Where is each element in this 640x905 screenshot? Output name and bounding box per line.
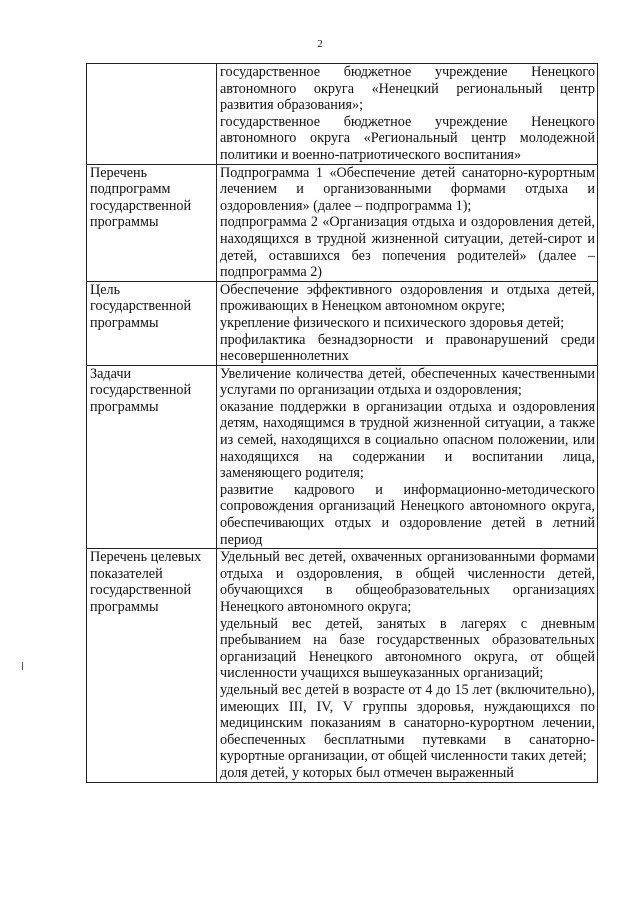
content-paragraph: профилактика безнадзорности и правонарушений среди несовершеннолетних	[220, 331, 595, 365]
scan-artifact	[22, 662, 23, 670]
row-content	[217, 281, 598, 365]
content-paragraph: государственное бюджетное учреждение Ненецкого автономного округа «Региональный центр молодежной политики и военно-патриотического воспитания»	[220, 113, 595, 163]
row-content	[217, 549, 598, 782]
content-paragraph: оказание поддержки в организации отдыха и оздоровления детям, находящимся в трудной жизненной ситуации, а также из семей, находящихся в социально опасном положении, или находящихся на содержании и воспитании лица, заменяющего родителя;	[220, 398, 595, 482]
content-paragraph: развитие кадрового и информационно-методического сопровождения организаций Ненецкого автономного округа, обеспечивающих отдых и оздоровление детей в летний период	[220, 481, 595, 548]
page-number: 2	[317, 38, 323, 50]
content-paragraph: Увеличение количества детей, обеспеченных качественными услугами по организации отдыха и оздоровления;	[220, 365, 595, 399]
row-label: Задачи государственной программы	[87, 365, 217, 549]
row-label: Перечень целевых показателей государственной программы	[87, 549, 217, 782]
content-paragraph: подпрограмма 2 «Организация отдыха и оздоровления детей, находящихся в трудной жизненной ситуации, детей-сирот и детей, оставшихся без попечения родителей» (далее – подпрограмма 2)	[220, 214, 595, 281]
content-paragraph: Подпрограмма 1 «Обеспечение детей санаторно-курортным лечением и организованными формами отдыха и оздоровления» (далее – подпрограмма 1);	[220, 164, 595, 214]
row-label: Перечень подпрограмм государственной программы	[87, 164, 217, 281]
content-paragraph: Удельный вес детей, охваченных организованными формами отдыха и оздоровления, в общей численности детей, обучающихся в общеобразовательных организациях Ненецкого автономного округа;	[220, 549, 595, 615]
content-paragraph: Обеспечение эффективного оздоровления и отдыха детей, проживающих в Ненецком автономном округе;	[220, 281, 595, 315]
table-row-goal	[87, 281, 598, 365]
content-paragraph: государственное бюджетное учреждение Ненецкого автономного округа «Ненецкий региональный центр развития образования»;	[220, 64, 595, 114]
content-paragraph: укрепление физического и психического здоровья детей;	[220, 314, 565, 331]
table-row-indicators	[87, 549, 598, 782]
row-label: Цель государственной программы	[87, 281, 217, 365]
row-content	[217, 64, 598, 165]
content-paragraph: доля детей, у которых был отмечен выраженный	[220, 764, 514, 781]
row-content	[217, 365, 598, 549]
table-row-subprograms	[87, 164, 598, 281]
content-paragraph: удельный вес детей, занятых в лагерях с дневным пребыванием на базе государственных образовательных организаций Ненецкого автономного округа, от общей численности учащихся вышеуказанных организаций;	[220, 615, 595, 682]
table-row-tasks	[87, 365, 598, 549]
table-row-executors-continued	[87, 64, 598, 165]
program-passport-table	[86, 63, 598, 783]
row-label	[87, 64, 217, 165]
content-paragraph: удельный вес детей в возрасте от 4 до 15 лет (включительно), имеющих III, IV, V группы здоровья, нуждающихся по медицинским показаниям в санаторно-курортном лечении, обеспеченных бесплатными путевками в санаторно-курортные организации, от общей численности таких детей;	[220, 681, 595, 765]
row-content	[217, 164, 598, 281]
